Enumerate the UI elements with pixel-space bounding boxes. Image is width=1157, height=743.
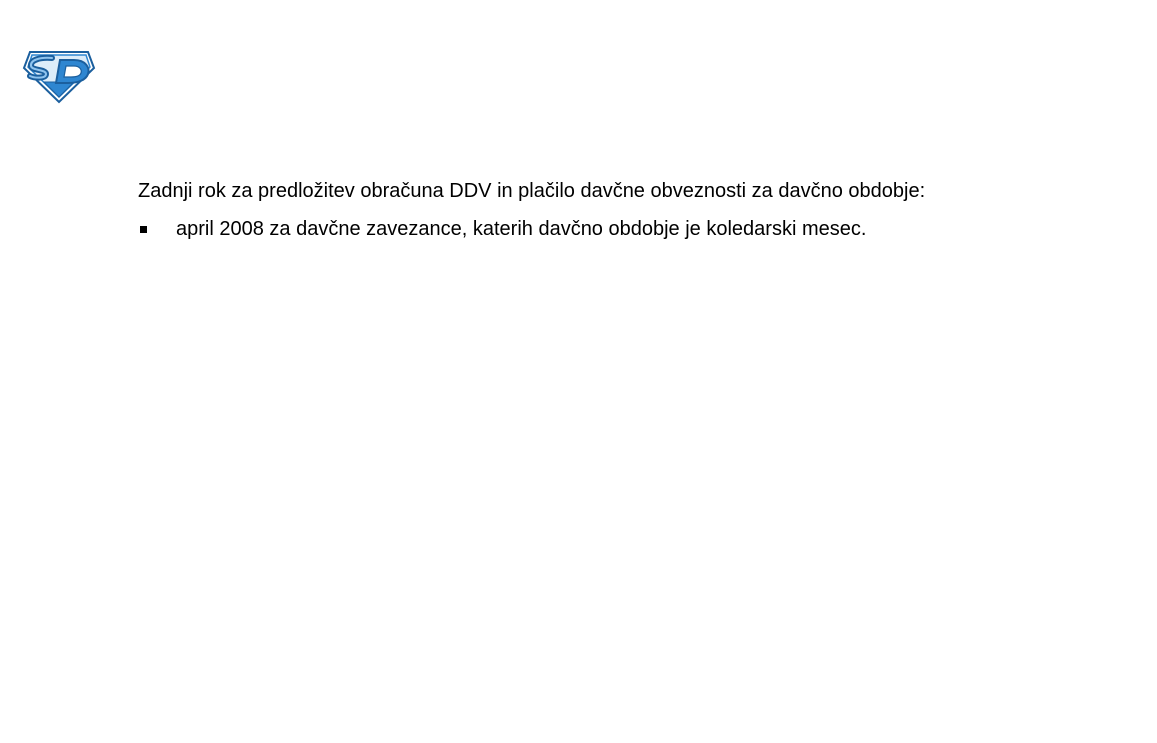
sd-logo-icon: [22, 48, 96, 104]
list-item: [138, 209, 1020, 249]
deadline-paragraph: Zadnji rok za predložitev obračuna DDV in plačilo davčne obveznosti za davčno obdobje:: [138, 180, 926, 202]
square-bullet-icon: [140, 226, 147, 233]
document-body: [138, 171, 1020, 249]
list-item-text: april 2008 za davčne zavezance, katerih davčno obdobje je koledarski mesec.: [176, 218, 867, 240]
bullet-list: [138, 209, 1020, 249]
